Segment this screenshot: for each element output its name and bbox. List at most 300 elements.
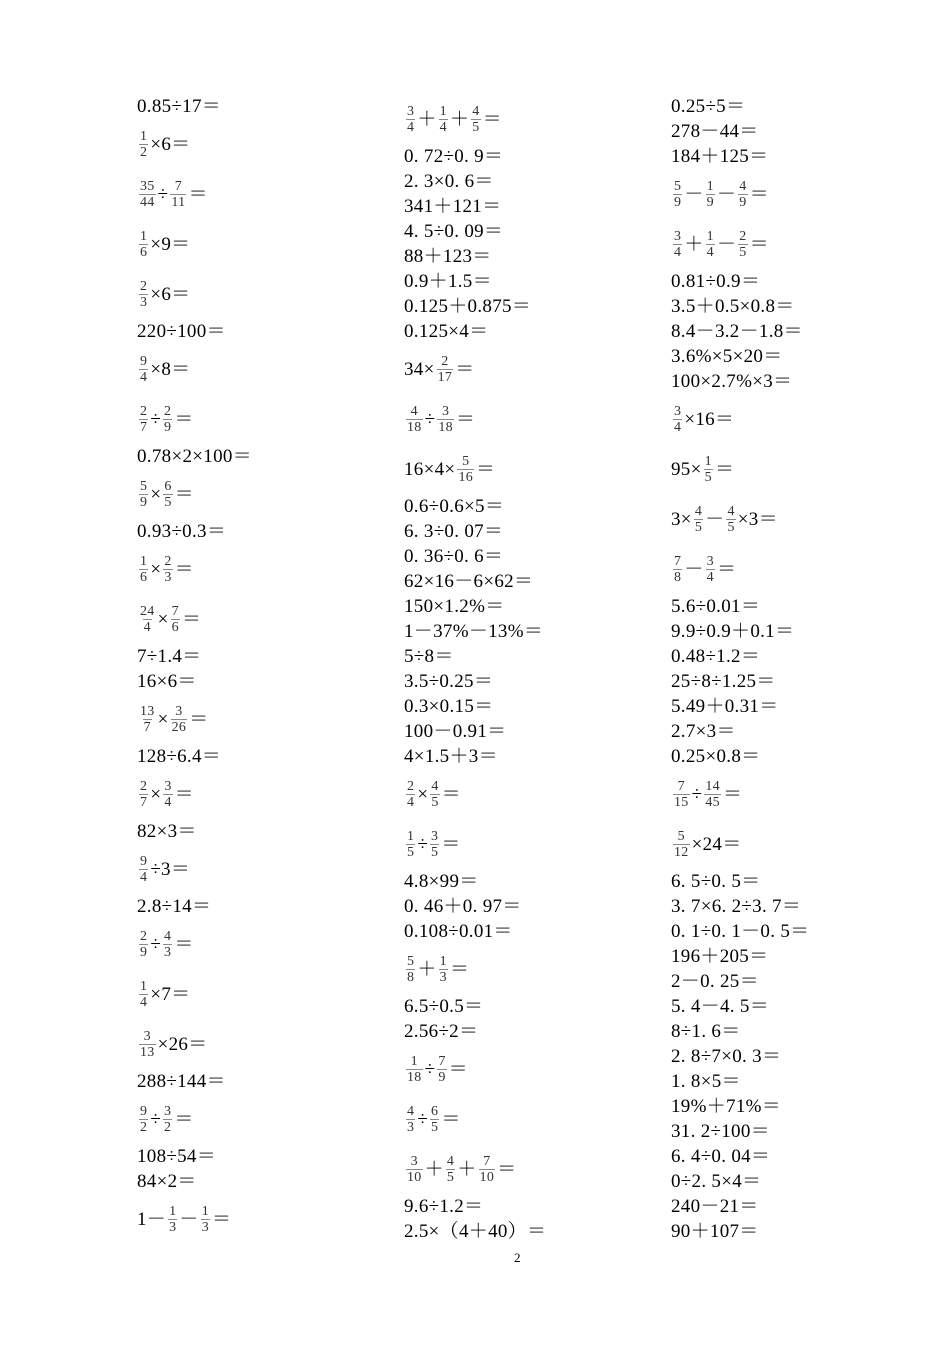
fraction <box>139 354 148 385</box>
expression-text: 100×2.7%×3＝ <box>671 371 793 392</box>
fraction-denominator: 9 <box>706 194 714 210</box>
fraction <box>704 779 721 810</box>
fraction-numerator: 9 <box>140 853 148 869</box>
expression-text: × <box>157 708 169 730</box>
fraction-numerator: 7 <box>674 553 682 569</box>
expression-text: 240－21＝ <box>671 1196 759 1217</box>
fraction <box>471 104 480 135</box>
expression-text: 6. 3÷0. 07＝ <box>404 521 504 542</box>
fraction-denominator: 3 <box>201 1219 210 1235</box>
fraction-denominator: 8 <box>407 969 415 985</box>
expression-text: － <box>684 558 704 580</box>
expression-text: 0.9＋1.5＝ <box>404 271 492 292</box>
expression-text: ÷ <box>417 1108 429 1130</box>
expression-text: － <box>716 233 737 255</box>
exercise-line <box>671 669 809 694</box>
expression-text: ×26＝ <box>157 1033 208 1055</box>
expression-text: ＝ <box>174 1108 194 1130</box>
exercise-line <box>137 1194 252 1244</box>
exercise-line <box>404 444 546 494</box>
fraction-denominator: 44 <box>140 194 155 210</box>
expression-text: 100－0.91＝ <box>404 721 507 742</box>
fraction <box>139 404 148 435</box>
fraction-numerator: 2 <box>140 278 148 294</box>
exercise-line <box>671 144 809 169</box>
exercise-line <box>404 719 546 744</box>
exercise-line <box>404 694 546 719</box>
fraction-denominator: 5 <box>431 844 439 860</box>
exercise-line <box>404 319 546 344</box>
expression-text: 2. 8÷7×0. 3＝ <box>671 1046 782 1067</box>
expression-text: ＋ <box>417 958 437 980</box>
fraction-denominator: 3 <box>407 1119 415 1135</box>
exercise-line <box>404 1044 546 1094</box>
fraction-numerator: 1 <box>169 1203 177 1219</box>
fraction-numerator: 3 <box>143 1028 151 1044</box>
expression-text: 6.5÷0.5＝ <box>404 996 484 1017</box>
fraction-denominator: 5 <box>446 1169 455 1185</box>
fraction <box>479 1154 496 1185</box>
fraction-denominator: 5 <box>472 119 480 135</box>
expression-text: ＝ <box>188 183 208 205</box>
fraction <box>139 279 148 310</box>
fraction-denominator: 4 <box>164 794 172 810</box>
expression-text: ÷ <box>691 783 703 805</box>
fraction-numerator: 2 <box>407 778 415 794</box>
fraction-denominator: 9 <box>140 494 148 510</box>
fraction-numerator: 4 <box>407 1103 415 1119</box>
exercise-line <box>404 519 546 544</box>
exercise-line <box>671 1219 809 1244</box>
exercise-line <box>671 1069 809 1094</box>
fraction-numerator: 1 <box>140 228 148 244</box>
expression-text: 31. 2÷100＝ <box>671 1121 770 1142</box>
exercise-line <box>671 94 809 119</box>
fraction-denominator: 5 <box>164 494 172 510</box>
exercise-line <box>671 1094 809 1119</box>
fraction <box>139 854 148 885</box>
expression-text: 16×6＝ <box>137 671 197 692</box>
expression-text: ÷ <box>424 408 436 430</box>
expression-text: 5.49＋0.31＝ <box>671 696 779 717</box>
fraction-numerator: 4 <box>727 503 735 519</box>
expression-text: 1－37%－13%＝ <box>404 621 544 642</box>
exercise-line <box>671 819 809 869</box>
expression-text: 3.5÷0.25＝ <box>404 671 494 692</box>
fraction <box>406 104 415 135</box>
exercise-line <box>671 394 809 444</box>
expression-text: ×9＝ <box>150 233 191 255</box>
exercise-line <box>404 1094 546 1144</box>
fraction <box>430 1104 439 1135</box>
exercise-line <box>671 169 809 219</box>
exercise-line <box>137 1019 252 1069</box>
exercise-line <box>671 769 809 819</box>
exercise-line <box>404 394 546 444</box>
fraction <box>673 229 682 260</box>
fraction <box>673 179 682 210</box>
fraction <box>171 604 180 635</box>
expression-text: ＋ <box>684 233 704 255</box>
exercise-line <box>137 1169 252 1194</box>
expression-text: － <box>716 183 737 205</box>
expression-text: 8.4－3.2－1.8＝ <box>671 321 803 342</box>
fraction-denominator: 18 <box>438 419 453 435</box>
exercise-line <box>671 1144 809 1169</box>
exercise-line <box>137 769 252 819</box>
fraction-denominator: 4 <box>706 244 714 260</box>
expression-text: 34× <box>404 358 435 380</box>
fraction-denominator: 3 <box>439 969 447 985</box>
exercise-line <box>671 319 809 344</box>
expression-text: 128÷6.4＝ <box>137 746 222 767</box>
expression-text: ＝ <box>476 458 496 480</box>
expression-text: 3× <box>671 508 692 530</box>
expression-text: ＝ <box>449 958 470 980</box>
fraction-numerator: 2 <box>164 403 172 419</box>
fraction-numerator: 5 <box>674 178 682 194</box>
exercise-line <box>137 1069 252 1094</box>
fraction <box>139 604 156 635</box>
expression-text: ＝ <box>174 483 194 505</box>
fraction-numerator: 13 <box>140 703 155 719</box>
fraction-denominator: 10 <box>407 1169 422 1185</box>
expression-text: ＝ <box>722 783 743 805</box>
expression-text: 82×3＝ <box>137 821 197 842</box>
expression-text: ÷ <box>150 933 162 955</box>
fraction-denominator: 3 <box>164 569 172 585</box>
expression-text: 0.85÷17＝ <box>137 96 222 117</box>
expression-text: 0.25÷5＝ <box>671 96 746 117</box>
exercise-line <box>671 594 809 619</box>
expression-text: ＝ <box>441 1108 461 1130</box>
fraction-denominator: 5 <box>694 519 703 535</box>
fraction-numerator: 1 <box>140 128 148 144</box>
fraction-numerator: 7 <box>677 778 685 794</box>
fraction <box>139 229 148 260</box>
fraction-numerator: 24 <box>140 603 155 619</box>
fraction <box>139 779 148 810</box>
exercise-line <box>404 94 546 144</box>
fraction <box>706 229 715 260</box>
expression-text: ÷ <box>417 833 429 855</box>
fraction <box>694 504 703 535</box>
exercise-line <box>404 594 546 619</box>
exercise-line <box>137 819 252 844</box>
exercise-column-1 <box>137 94 252 1244</box>
fraction-denominator: 2 <box>140 1119 148 1135</box>
expression-text: － <box>705 508 725 530</box>
expression-text: ×6＝ <box>150 283 191 305</box>
fraction-numerator: 5 <box>407 953 415 969</box>
fraction-denominator: 45 <box>705 794 720 810</box>
expression-text: 0.125＋0.875＝ <box>404 296 532 317</box>
fraction-numerator: 2 <box>140 928 148 944</box>
exercise-line <box>671 1169 809 1194</box>
exercise-line <box>671 694 809 719</box>
fraction-denominator: 4 <box>140 869 148 885</box>
fraction <box>406 1054 423 1085</box>
expression-text: 88＋123＝ <box>404 246 492 267</box>
fraction-denominator: 15 <box>674 794 689 810</box>
expression-text: 0.48÷1.2＝ <box>671 646 761 667</box>
fraction-numerator: 1 <box>140 553 148 569</box>
fraction <box>163 554 172 585</box>
expression-text: ÷ <box>157 183 169 205</box>
expression-text: ＋ <box>457 1158 477 1180</box>
expression-text: 4.8×99＝ <box>404 871 479 892</box>
exercise-line <box>137 519 252 544</box>
expression-text: × <box>150 783 162 805</box>
exercise-line <box>137 544 252 594</box>
exercise-line <box>404 569 546 594</box>
expression-text: 0.93÷0.3＝ <box>137 521 227 542</box>
fraction-denominator: 7 <box>140 794 148 810</box>
exercise-line <box>671 644 809 669</box>
exercise-line <box>404 769 546 819</box>
fraction-numerator: 4 <box>472 103 480 119</box>
fraction-numerator: 2 <box>441 353 449 369</box>
exercise-line <box>137 344 252 394</box>
expression-text: ＝ <box>441 783 461 805</box>
fraction-denominator: 4 <box>407 794 415 810</box>
expression-text: 196＋205＝ <box>671 946 769 967</box>
fraction <box>673 554 682 585</box>
expression-text: ÷3＝ <box>150 858 191 880</box>
fraction-numerator: 3 <box>164 1103 172 1119</box>
exercise-line <box>671 544 809 594</box>
fraction <box>439 954 448 985</box>
fraction <box>738 179 747 210</box>
expression-text: 5÷8＝ <box>404 646 454 667</box>
fraction-numerator: 2 <box>140 778 148 794</box>
expression-text: ＝ <box>448 1058 468 1080</box>
fraction <box>704 454 713 485</box>
fraction-denominator: 4 <box>140 369 148 385</box>
fraction-numerator: 3 <box>175 703 183 719</box>
fraction-numerator: 14 <box>705 778 720 794</box>
fraction-denominator: 4 <box>140 994 148 1010</box>
exercise-line <box>137 94 252 119</box>
fraction <box>163 1104 172 1135</box>
expression-text: 2.56÷2＝ <box>404 1021 479 1042</box>
expression-text: ×7＝ <box>150 983 191 1005</box>
exercise-line <box>137 469 252 519</box>
expression-text: 341＋121＝ <box>404 196 502 217</box>
expression-text: × <box>150 558 162 580</box>
fraction <box>430 779 439 810</box>
exercise-line <box>404 269 546 294</box>
fraction-denominator: 10 <box>479 1169 495 1185</box>
exercise-line <box>404 644 546 669</box>
fraction-numerator: 3 <box>407 103 415 119</box>
fraction-denominator: 2 <box>140 144 148 160</box>
expression-text: 90＋107＝ <box>671 1221 759 1242</box>
exercise-line <box>671 219 809 269</box>
fraction <box>673 779 690 810</box>
fraction-numerator: 2 <box>140 403 148 419</box>
fraction-numerator: 5 <box>140 478 148 494</box>
expression-text: 5. 4－4. 5＝ <box>671 996 769 1017</box>
fraction-numerator: 4 <box>446 1153 455 1169</box>
fraction-denominator: 18 <box>407 419 422 435</box>
expression-text: 150×1.2%＝ <box>404 596 505 617</box>
fraction <box>139 979 148 1010</box>
fraction-denominator: 13 <box>140 1044 155 1060</box>
expression-text: 0.125×4＝ <box>404 321 489 342</box>
fraction-denominator: 8 <box>674 569 682 585</box>
exercise-line <box>404 744 546 769</box>
expression-text: 95× <box>671 458 702 480</box>
fraction-denominator: 9 <box>739 194 747 210</box>
expression-text: 8÷1. 6＝ <box>671 1021 741 1042</box>
expression-text: 0. 1÷0. 1－0. 5＝ <box>671 921 810 942</box>
exercise-line <box>404 819 546 869</box>
fraction-denominator: 11 <box>171 194 186 210</box>
fraction-numerator: 3 <box>674 403 682 419</box>
fraction-denominator: 3 <box>164 944 172 960</box>
expression-text: 6. 5÷0. 5＝ <box>671 871 761 892</box>
expression-text: 62×16－6×62＝ <box>404 571 534 592</box>
expression-text: 220÷100＝ <box>137 321 226 342</box>
exercise-line <box>404 1019 546 1044</box>
expression-text: 278－44＝ <box>671 121 759 142</box>
expression-text: ×6＝ <box>150 133 191 155</box>
fraction-numerator: 1 <box>410 1053 418 1069</box>
exercise-line <box>137 169 252 219</box>
fraction-numerator: 7 <box>174 178 183 194</box>
expression-text: ×8＝ <box>150 358 191 380</box>
fraction-denominator: 9 <box>674 194 682 210</box>
fraction-denominator: 5 <box>431 1119 439 1135</box>
fraction <box>406 404 423 435</box>
fraction-denominator: 2 <box>164 1119 172 1135</box>
exercise-line <box>137 1094 252 1144</box>
expression-text: 19%＋71%＝ <box>671 1096 782 1117</box>
exercise-column-2 <box>404 94 546 1244</box>
fraction-denominator: 9 <box>438 1069 446 1085</box>
exercise-line <box>671 1119 809 1144</box>
expression-text: 2－0. 25＝ <box>671 971 759 992</box>
expression-text: 0.78×2×100＝ <box>137 446 252 467</box>
expression-text: 0÷2. 5×4＝ <box>671 1171 762 1192</box>
fraction <box>163 479 172 510</box>
fraction-denominator: 7 <box>140 419 148 435</box>
expression-text: ＝ <box>455 408 476 430</box>
fraction <box>163 779 172 810</box>
fraction-numerator: 5 <box>677 828 685 844</box>
fraction <box>139 929 148 960</box>
fraction-denominator: 26 <box>171 719 187 735</box>
fraction <box>673 829 690 860</box>
fraction-denominator: 6 <box>171 619 179 635</box>
fraction-denominator: 6 <box>140 244 148 260</box>
expression-text: ＝ <box>189 708 209 730</box>
fraction-denominator: 4 <box>706 569 714 585</box>
exercise-line <box>671 1044 809 1069</box>
fraction-numerator: 1 <box>407 828 415 844</box>
fraction-numerator: 4 <box>164 928 172 944</box>
exercise-column-3 <box>671 94 809 1244</box>
exercise-line <box>404 894 546 919</box>
fraction-denominator: 3 <box>169 1219 177 1235</box>
fraction <box>439 104 448 135</box>
expression-text: 4×1.5＋3＝ <box>404 746 498 767</box>
expression-text: ＝ <box>212 1208 232 1230</box>
expression-text: 0. 36÷0. 6＝ <box>404 546 504 567</box>
fraction <box>139 704 156 735</box>
expression-text: － <box>684 183 704 205</box>
fraction <box>437 1054 446 1085</box>
fraction <box>437 354 454 385</box>
fraction <box>673 404 682 435</box>
exercise-line <box>404 994 546 1019</box>
fraction-numerator: 6 <box>431 1103 439 1119</box>
fraction <box>406 829 415 860</box>
exercise-line <box>671 294 809 319</box>
exercise-line <box>137 669 252 694</box>
expression-text: ＝ <box>174 408 194 430</box>
fraction <box>139 1029 156 1060</box>
expression-text: ＝ <box>716 558 737 580</box>
exercise-line <box>671 894 809 919</box>
expression-text: 3.6%×5×20＝ <box>671 346 783 367</box>
fraction <box>139 129 148 160</box>
fraction-numerator: 3 <box>164 778 172 794</box>
exercise-line <box>404 244 546 269</box>
expression-text: 9.9÷0.9＋0.1＝ <box>671 621 795 642</box>
expression-text: ×16＝ <box>684 408 735 430</box>
exercise-line <box>404 944 546 994</box>
expression-text: ÷ <box>424 1058 436 1080</box>
expression-text: 7÷1.4＝ <box>137 646 202 667</box>
fraction <box>163 929 172 960</box>
expression-text: ×3＝ <box>737 508 778 530</box>
fraction-denominator: 5 <box>431 794 439 810</box>
fraction <box>201 1204 210 1235</box>
fraction-denominator: 5 <box>727 519 735 535</box>
expression-text: 2. 3×0. 6＝ <box>404 171 494 192</box>
expression-text: － <box>179 1208 199 1230</box>
expression-text: 16×4× <box>404 458 456 480</box>
expression-text: 2.8÷14＝ <box>137 896 212 917</box>
expression-text: ＋ <box>449 108 470 130</box>
fraction-numerator: 4 <box>431 778 439 794</box>
fraction <box>726 504 735 535</box>
exercise-line <box>671 119 809 144</box>
exercise-line <box>404 169 546 194</box>
expression-text: 4. 5÷0. 09＝ <box>404 221 504 242</box>
fraction-denominator: 18 <box>407 1069 422 1085</box>
expression-text: 0.108÷0.01＝ <box>404 921 513 942</box>
fraction-denominator: 9 <box>140 944 148 960</box>
fraction-numerator: 1 <box>439 953 447 969</box>
expression-text: ＝ <box>181 608 202 630</box>
expression-text: 0. 46＋0. 97＝ <box>404 896 522 917</box>
fraction-numerator: 1 <box>704 453 712 469</box>
expression-text: 288÷144＝ <box>137 1071 226 1092</box>
fraction-denominator: 5 <box>704 469 712 485</box>
expression-text: 0.25×0.8＝ <box>671 746 761 767</box>
exercise-line <box>671 494 809 544</box>
fraction-denominator: 7 <box>143 719 151 735</box>
expression-text: 0. 72÷0. 9＝ <box>404 146 504 167</box>
fraction <box>139 554 148 585</box>
expression-text: 108÷54＝ <box>137 1146 217 1167</box>
fraction <box>457 454 474 485</box>
expression-text: ＝ <box>174 558 194 580</box>
fraction-numerator: 7 <box>438 1053 446 1069</box>
